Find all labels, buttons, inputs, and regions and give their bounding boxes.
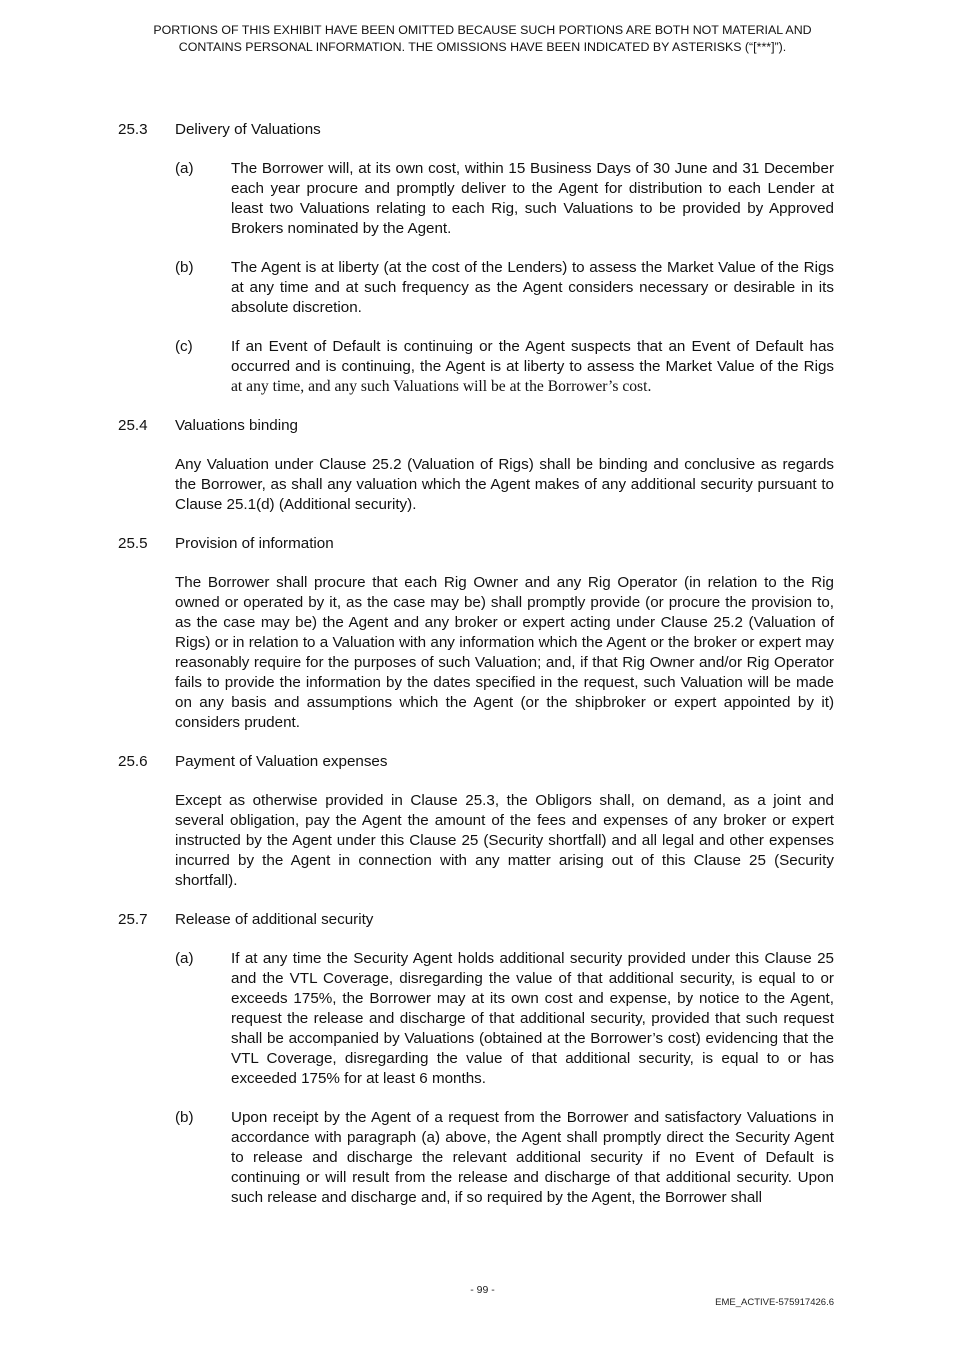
header-notice-line-2: CONTAINS PERSONAL INFORMATION. THE OMISSIONS HAVE BEEN INDICATED BY ASTERISKS (“[***]”).	[178, 40, 787, 54]
document-body	[118, 120, 834, 1227]
paragraph-text: The Agent is at liberty (at the cost of the Lenders) to assess the Market Value of the Rigs at any time and at such frequency as the Agent considers necessary or desirable in its absolute discretion.	[231, 259, 834, 316]
clause-25-4	[118, 416, 834, 515]
document-reference: EME_ACTIVE-575917426.6	[715, 1297, 834, 1308]
clause-heading	[118, 910, 834, 930]
clause-25-5	[118, 534, 834, 733]
header-notice-line-1: PORTIONS OF THIS EXHIBIT HAVE BEEN OMITTED BECAUSE SUCH PORTIONS ARE BOTH NOT MATERIAL AND	[153, 23, 812, 37]
clause-25-6	[118, 752, 834, 891]
paragraph-label: (a)	[175, 950, 194, 967]
paragraph-item	[175, 258, 834, 318]
clause-body: Except as otherwise provided in Clause 25.3, the Obligors shall, on demand, as a joint and several obligation, pay the Agent the amount of the fees and expenses of any broker or expert instructed by the Agent under this Clause 25 (Security shortfall) and all legal and other expenses incurred by the Agent in connection with any matter arising out of this Clause 25 (Security shortfall).	[175, 792, 834, 889]
paragraph-text: The Borrower will, at its own cost, within 15 Business Days of 30 June and 31 December each year procure and promptly deliver to the Agent for distribution to each Lender at least two Valuations relating to each Rig, such Valuations to be provided by Approved Brokers nominated by the Agent.	[231, 160, 834, 237]
paragraph-item	[175, 1108, 834, 1208]
clause-heading	[118, 534, 834, 554]
paragraph-label: (b)	[175, 1109, 194, 1126]
paragraph-text-tail: at any time, and any such Valuations will be at the Borrower’s cost.	[231, 378, 652, 395]
paragraph-item	[175, 159, 834, 239]
clause-title: Payment of Valuation expenses	[175, 753, 388, 770]
paragraph-text: If an Event of Default is continuing or the Agent suspects that an Event of Default has occurred and is continuing, the Agent is at liberty to assess the Market Value of the Rigs	[231, 338, 834, 375]
clause-body: The Borrower shall procure that each Rig Owner and any Rig Operator (in relation to the Rig owned or operated by it, as the case may be) shall promptly provide (or procure the provision to, as the case may be) the Agent and any broker or expert acting under Clause 25.2 (Valuation of Rigs) or in relation to a Valuation with any information which the Agent or the broker or expert may reasonably require for the purposes of such Valuation; and, if that Rig Owner and/or Rig Operator fails to provide the information by the dates specified in the request, such Valuation will be made on any basis and assumptions which the Agent (or the shipbroker or expert appointed by it) considers prudent.	[175, 574, 834, 731]
paragraph-text: Upon receipt by the Agent of a request from the Borrower and satisfactory Valuations in accordance with paragraph (a) above, the Agent shall promptly direct the Security Agent to release and discharge the relevant additional security if no Event of Default is continuing or will result from the release and discharge of that additional security. Upon such release and discharge and, if so required by the Agent, the Borrower shall	[231, 1109, 834, 1206]
paragraph-label: (a)	[175, 160, 194, 177]
clause-title: Release of additional security	[175, 911, 374, 928]
clause-25-7	[118, 910, 834, 1208]
clause-number: 25.6	[118, 753, 148, 770]
clause-heading	[118, 120, 834, 140]
header-notice	[110, 22, 855, 56]
clause-25-3	[118, 120, 834, 397]
clause-heading	[118, 752, 834, 772]
page-number: - 99 -	[470, 1284, 495, 1296]
paragraph-item	[175, 337, 834, 397]
clause-body: Any Valuation under Clause 25.2 (Valuation of Rigs) shall be binding and conclusive as regards the Borrower, as shall any valuation which the Agent makes of any additional security pursuant to Clause 25.1(d) (Additional security).	[175, 456, 834, 513]
paragraph-label: (b)	[175, 259, 194, 276]
paragraph-item	[175, 949, 834, 1089]
clause-title: Delivery of Valuations	[175, 121, 321, 138]
clause-number: 25.3	[118, 121, 148, 138]
clause-heading	[118, 416, 834, 436]
clause-number: 25.4	[118, 417, 148, 434]
paragraph-label: (c)	[175, 338, 193, 355]
paragraph-text-container	[231, 337, 834, 397]
paragraph-text: If at any time the Security Agent holds additional security provided under this Clause 25 and the VTL Coverage, disregarding the value of that additional security, is equal to or exceeds 175%, the Borrower may at its own cost and expense, by notice to the Agent, request the release and discharge of that additional security, provided that such request shall be accompanied by Valuations (obtained at the Borrower’s cost) evidencing that the VTL Coverage, disregarding the value of that additional security, is equal to or has exceeded 175% for at least 6 months.	[231, 950, 834, 1087]
clause-title: Provision of information	[175, 535, 334, 552]
clause-number: 25.7	[118, 911, 148, 928]
clause-title: Valuations binding	[175, 417, 298, 434]
clause-number: 25.5	[118, 535, 148, 552]
